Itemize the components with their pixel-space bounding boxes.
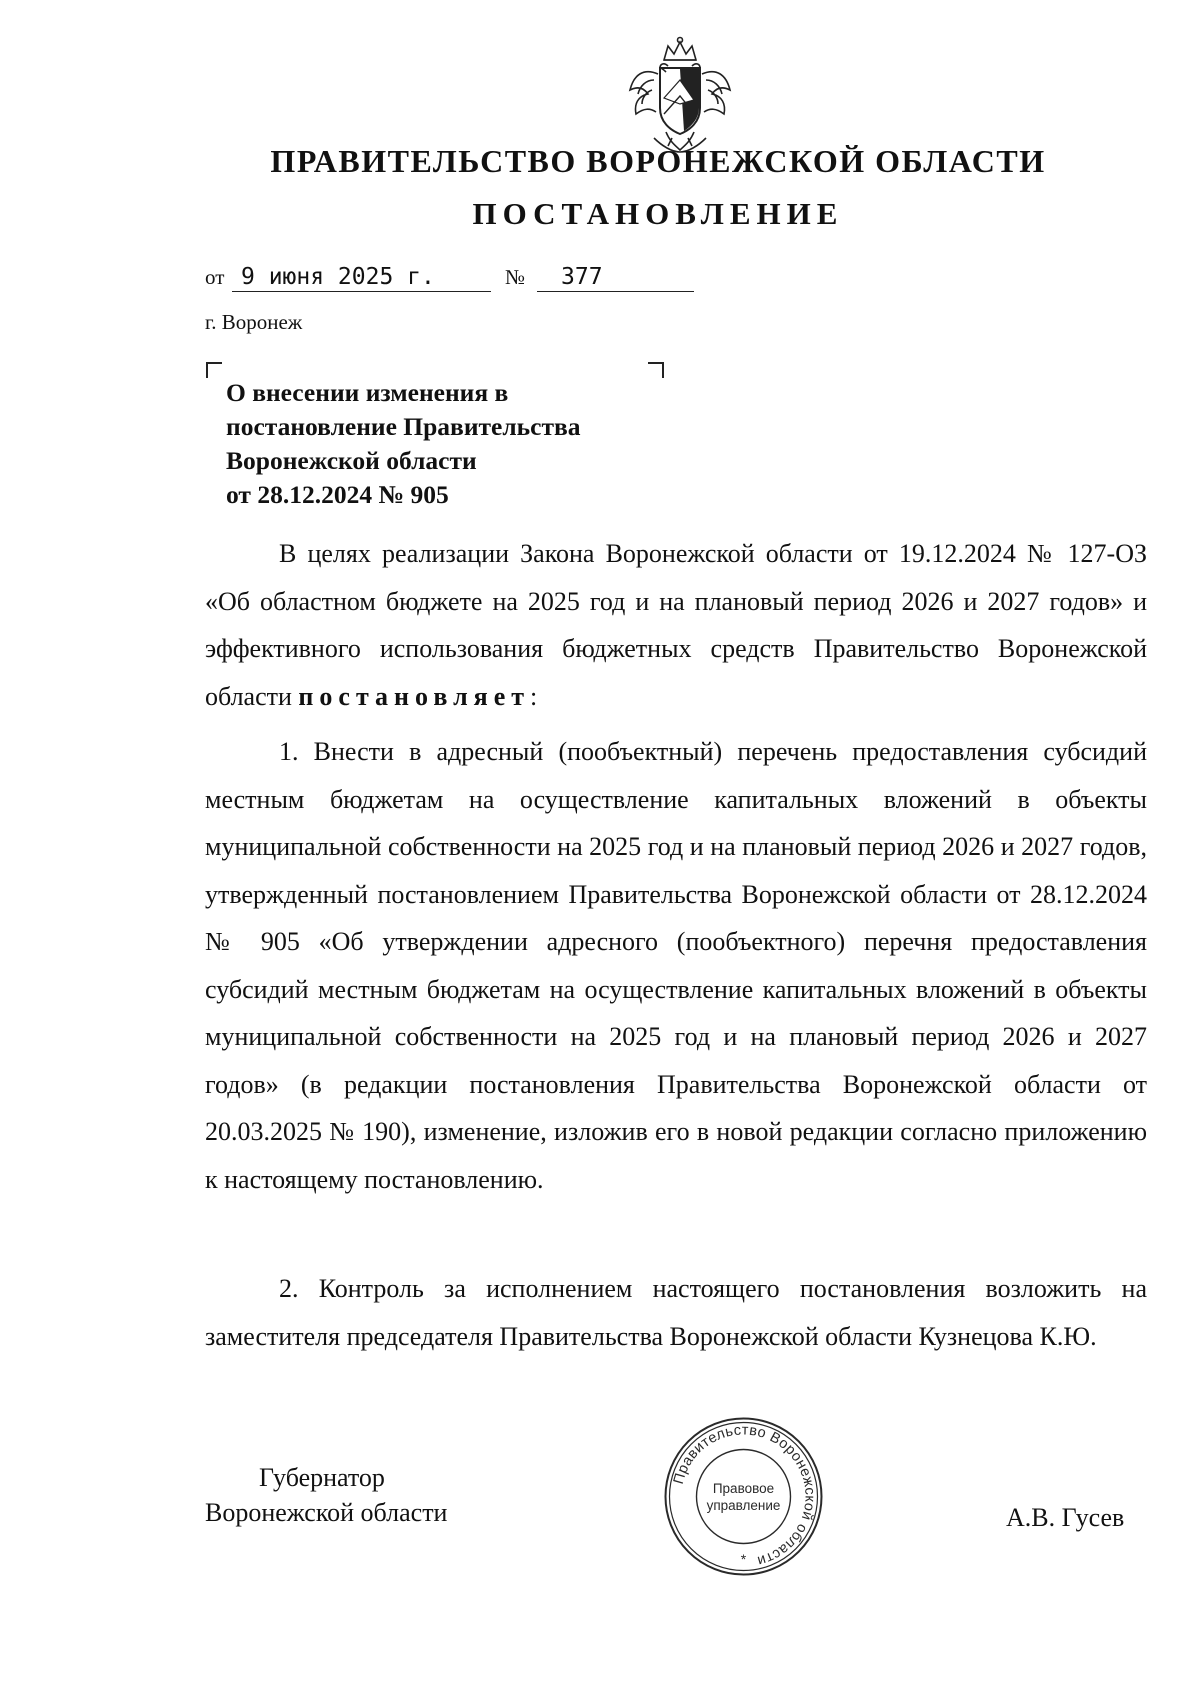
- preamble-text: В целях реализации Закона Воронежской области от 19.12.2024 № 127-ОЗ «Об областном бюджете на 2025 год и на плановый период 2026 и 2027 годов» и эффективного использования бюджетных средств Правительство Воронежской области: [205, 539, 1147, 711]
- date-prefix-label: от: [205, 265, 225, 289]
- preamble-paragraph: [205, 530, 1147, 720]
- document-subject: [226, 376, 686, 512]
- subject-bracket-left: [206, 362, 222, 378]
- coat-of-arms-emblem: [624, 34, 736, 156]
- resolves-word: постановляет: [298, 681, 531, 711]
- subject-line: постановление Правительства: [226, 412, 581, 441]
- subject-line: от 28.12.2024 № 905: [226, 480, 449, 509]
- signatory-post-line-2: Воронежской области: [205, 1498, 448, 1527]
- resolves-colon: :: [530, 681, 538, 711]
- subject-line: О внесении изменения в: [226, 378, 509, 407]
- government-title: ПРАВИТЕЛЬСТВО ВОРОНЕЖСКОЙ ОБЛАСТИ: [270, 143, 1046, 179]
- document-number: 377: [537, 264, 694, 292]
- stamp-star-mark: *: [740, 1551, 747, 1567]
- stamp-center-line-2: управление: [706, 1498, 781, 1513]
- item-1-text: 1. Внести в адресный (пообъектный) перечень предоставления субсидий местным бюджетам на осуществление капитальных вложений в объекты муниципальной собственности на 2025 год и на плановый период 2026 и 2027 годов, утвержденный постановлением Правительства Воронежской области от 28.12.2024 № 905 «Об утверждении адресного (пообъектного) перечня предоставления субсидий местным бюджетам на осуществление капитальных вложений в объекты муниципальной собственности на 2025 год и на плановый период 2026 и 2027 годов» (в редакции постановления Правительства Воронежской области от 20.03.2025 № 190), изменение, изложив его в новой редакции согласно приложению к настоящему постановлению.: [205, 737, 1147, 1194]
- document-type-title: ПОСТАНОВЛЕНИЕ: [472, 196, 844, 231]
- signatory-post-line-1: Губернатор: [259, 1463, 385, 1492]
- item-2-paragraph: [205, 1265, 1147, 1360]
- official-stamp: [661, 1414, 826, 1579]
- date-number-line: [205, 258, 725, 292]
- signatory-name: А.В. Гусев: [1006, 1503, 1125, 1532]
- item-2-text: 2. Контроль за исполнением настоящего постановления возложить на заместителя председателя Правительства Воронежской области Кузнецова К.Ю.: [205, 1274, 1147, 1351]
- signatory-position: [205, 1460, 447, 1530]
- number-label: №: [505, 265, 526, 289]
- stamp-center-line-1: Правовое: [712, 1481, 775, 1496]
- city-label: г. Воронеж: [205, 310, 303, 334]
- item-1-paragraph: [205, 728, 1147, 1203]
- stamp-ring-text: Правительство Воронежской области: [670, 1422, 818, 1569]
- document-date: 9 июня 2025 г.: [232, 264, 491, 292]
- subject-line: Воронежской области: [226, 446, 477, 475]
